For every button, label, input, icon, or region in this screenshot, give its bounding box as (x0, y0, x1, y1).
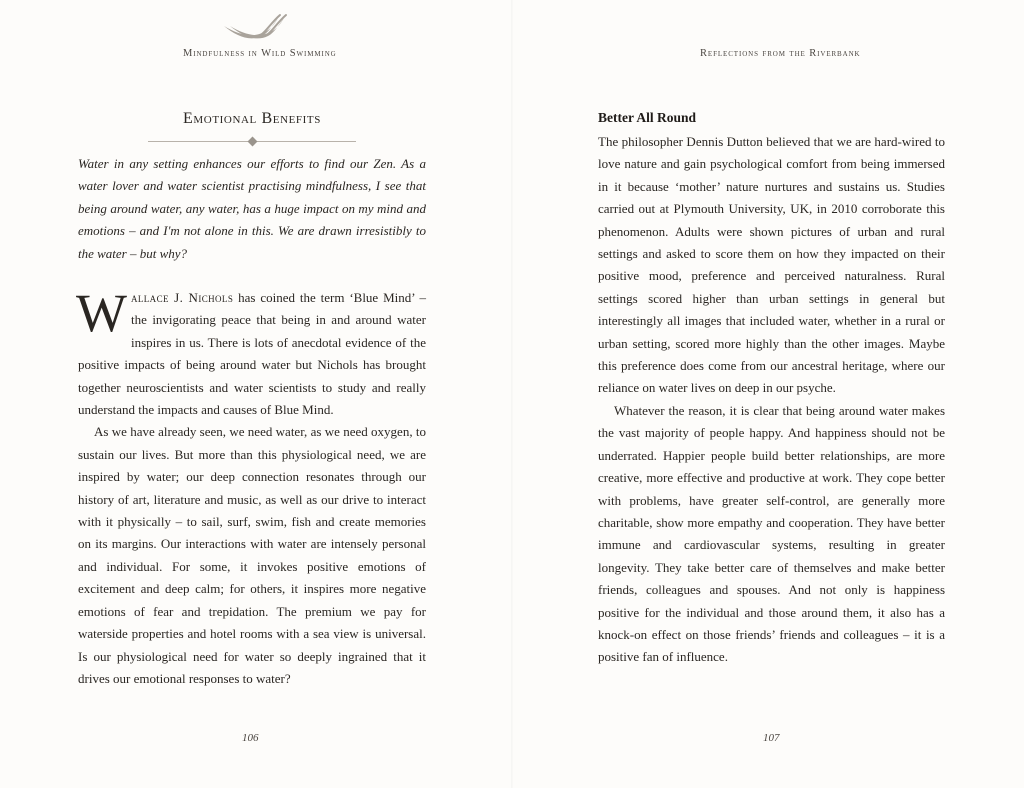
right-paragraph-1: The philosopher Dennis Dutton believed that we are hard-wired to love nature and gain psychological comfort from being immersed in it because ‘mother’ nature nurtures and sustains us. Studies carried out at Plymouth University, UK, in 2010 corroborate this phenomenon. Adults were shown pictures of urban and rural settings and asked to score them on how they impacted on their positive mood, preference and perceived naturalness. Rural settings scored higher than urban settings in general but interestingly all images that included water, whether in a rural or urban setting, scored more highly than the other images. Maybe this preference does come from our ancestral heritage, where our reliance on water lives on deep in our psyche. (598, 134, 945, 396)
right-page: Reflections from the Riverbank Better All Round The philosopher Dennis Dutton believed that we are hard-wired to love nature and gain psychological comfort from being immersed in it because ‘mother’ nature nurtures and sustains us. Studies carried out at Plymouth University, UK, in 2010 corroborate this phenomenon. Adults were shown pictures of urban and rural settings and asked to score them on how they impacted on their positive mood, preference and perceived naturalness. Rural settings scored higher than urban settings in general but interestingly all images that included water, whether in a rural or urban setting, scored more highly than the other images. Maybe this preference does come from our ancestral heritage, where our reliance on water lives on deep in our psyche. Whatever the reason, it is clear that being around water makes the vast majority of people happy. And happiness should not be underrated. Happier people build better relationships, are more creative, more effective and productive at work. They cope better with problems, have greater self-control, are generally more charitable, show more empathy and cooperation. They have better immune and cardiovascular systems, resulting in greater longevity. They take better care of themselves and make better friends, colleagues and spouses. And not only is happiness positive for the individual and those around them, it also has a knock-on effect on those friends’ friends and colleagues – it is a positive fan of influence. 107 (512, 0, 1024, 788)
body-paragraph-2: As we have already seen, we need water, as we need oxygen, to sustain our lives. But more than this physiological need, we are inspired by water; our deep connection resonates through our history of art, literature and music, as well as our drive to interact with it physically – to sail, surf, swim, fish and create memories on its margins. Our interactions with water are intensely personal and individual. For some, it invokes positive emotions of excitement and deep calm; for others, it inspires more negative emotions of fear and trepidation. The premium we pay for waterside properties and hotel rooms with a sea view is universal. Is our physiological need for water so deeply ingrained that it drives our emotional responses to water? (78, 424, 426, 686)
intro-paragraph: Water in any setting enhances our efforts to find our Zen. As a water lover and water scientist practising mindfulness, I see that being around water, any water, has a huge impact on my mind and emotions – and I'm not alone in this. We are drawn irresistibly to the water – but why? (78, 156, 426, 261)
diamond-ornament-icon (247, 136, 257, 146)
page-number-left: 106 (242, 732, 259, 744)
subheading: Better All Round (598, 110, 697, 125)
lead-in-name: allace J. Nichols (130, 290, 234, 305)
left-body-text (76, 283, 426, 690)
swimmer-icon (228, 12, 288, 44)
body-paragraph-1 (76, 283, 426, 421)
page-number-right: 107 (763, 732, 780, 744)
right-body-text (598, 131, 945, 669)
section-title: Emotional Benefits (183, 110, 321, 127)
left-page: Mindfulness in Wild Swimming Emotional Benefits Water in any setting enhances our efforts to find our Zen. As a water lover and water scientist practising mindfulness, I see that being around water, any water, has a huge impact on my mind and emotions – and I'm not alone in this. We are drawn irresistibly to the water – but why? Wallace J. Nichols has coined the term ‘Blue Mind’ – the invigorating peace that being in and around water inspires in us. There is lots of anecdotal evidence of the positive impacts of being around water but Nichols has brought together neuroscientists and water scientists to study and really understand the impacts and causes of Blue Mind. As we have already seen, we need water, as we need oxygen, to sustain our lives. But more than this physiological need, we are inspired by water; our deep connection resonates through our history of art, literature and music, as well as our drive to interact with it physically – to sail, surf, swim, fish and create memories on its margins. Our interactions with water are intensely personal and individual. For some, it invokes positive emotions of excitement and deep calm; for others, it inspires more negative emotions of fear and trepidation. The premium we pay for waterside properties and hotel rooms with a sea view is universal. Is our physiological need for water so deeply ingrained that it drives our emotional responses to water? 106 (0, 0, 512, 788)
right-paragraph-2: Whatever the reason, it is clear that being around water makes the vast majority of people happy. And happiness should not be underrated. Happier people build better relationships, are more creative, more effective and productive at work. They cope better with problems, have greater self-control, are generally more charitable, show more empathy and cooperation. They have better immune and cardiovascular systems, resulting in greater longevity. They take better care of themselves and make better friends, colleagues and spouses. And not only is happiness positive for the individual and those around them, it also has a knock-on effect on those friends’ friends and colleagues – it is a positive fan of influence. (598, 402, 945, 665)
drop-cap: W (76, 283, 127, 343)
paragraph-1-text: has coined the term ‘Blue Mind’ – the invigorating peace that being in and around water inspires in us. There is lots of anecdotal evidence of the positive impacts of being around water but Nichols has brought together neuroscientists and water scientists to study and really understand the impacts and causes of Blue Mind. (78, 290, 426, 418)
